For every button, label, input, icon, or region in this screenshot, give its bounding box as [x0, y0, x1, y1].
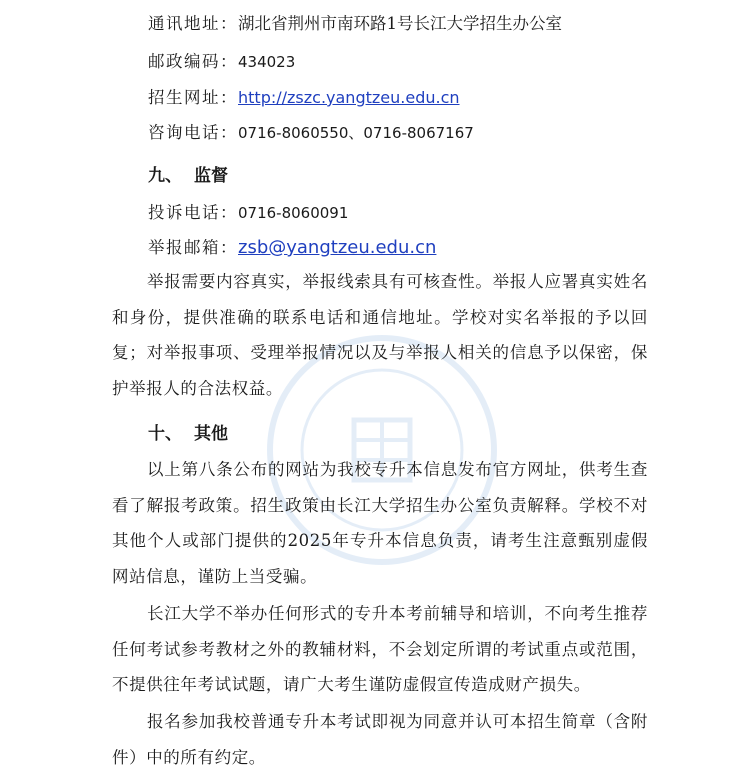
address-value: 湖北省荆州市南环路1号长江大学招生办公室: [238, 14, 562, 33]
website-label: 招生网址：: [148, 88, 238, 107]
section-number-10: 十、: [148, 424, 182, 444]
email-label: 举报邮箱：: [148, 238, 238, 257]
section-heading-10: [148, 422, 228, 446]
website-link[interactable]: http://zszc.yangtzeu.edu.cn: [238, 88, 460, 107]
address-line: [148, 12, 562, 36]
section-title-10: 其他: [194, 424, 228, 444]
website-line: [148, 86, 460, 110]
postcode-value: 434023: [238, 53, 296, 71]
complaint-label: 投诉电话：: [148, 203, 238, 222]
complaint-value: 0716-8060091: [238, 204, 349, 222]
section-number-9: 九、: [148, 166, 182, 186]
address-label: 通讯地址：: [148, 14, 238, 33]
section-title-9: 监督: [194, 166, 228, 186]
consent-paragraph: 报名参加我校普通专升本考试即视为同意并认可本招生简章（含附件）中的所有约定。: [112, 712, 648, 767]
report-paragraph: 举报需要内容真实，举报线索具有可核查性。举报人应署真实姓名和身份，提供准确的联系电话和通信地址。学校对实名举报的予以回复；对举报事项、受理举报情况以及与举报人相关的信息予以保密，保护举报人的合法权益。: [112, 272, 648, 398]
email-line: [148, 236, 436, 260]
phone-line: [148, 121, 474, 145]
section-heading-9: [148, 164, 228, 188]
postcode-label: 邮政编码：: [148, 52, 238, 71]
no-tutoring-paragraph: 长江大学不举办任何形式的专升本考前辅导和培训，不向考生推荐任何考试参考教材之外的教辅材料，不会划定所谓的考试重点或范围，不提供往年考试试题，请广大考生谨防虚假宣传造成财产损失。: [112, 604, 648, 694]
complaint-line: [148, 201, 348, 225]
phone-label: 咨询电话：: [148, 123, 238, 142]
postcode-line: [148, 50, 295, 74]
email-link[interactable]: zsb@yangtzeu.edu.cn: [238, 237, 437, 258]
official-site-paragraph: 以上第八条公布的网站为我校专升本信息发布官方网址，供考生查看了解报考政策。招生政策由长江大学招生办公室负责解释。学校不对其他个人或部门提供的2025年专升本信息负责，请考生注意甄别虚假网站信息，谨防上当受骗。: [112, 460, 648, 586]
phone-value: 0716-8060550、0716-8067167: [238, 124, 474, 142]
